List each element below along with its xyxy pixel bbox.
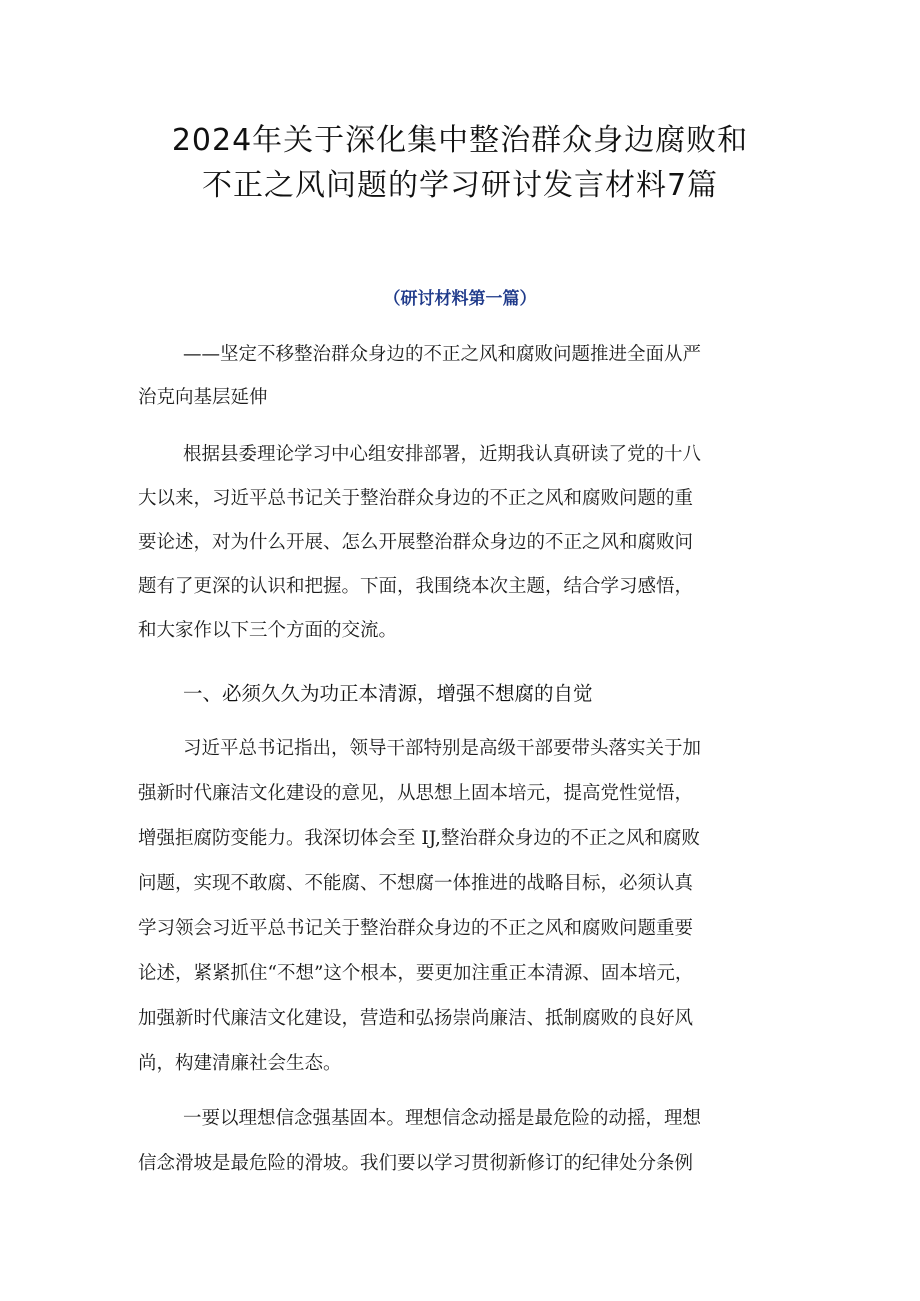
intro-line: 根据县委理论学习中心组安排部署，近期我认真研读了党的十八 bbox=[183, 444, 702, 465]
intro-line: 题有了更深的认识和把握。下面，我围绕本次主题，结合学习感悟， bbox=[138, 576, 694, 597]
body-line: 论述，紧紧抓住“不想”这个根本，要更加注重正本清源、固本培元， bbox=[138, 963, 694, 984]
intro-line: 大以来，习近平总书记关于整治群众身边的不正之风和腐败问题的重 bbox=[138, 488, 694, 509]
intro-line: 要论述，对为什么开展、怎么开展整治群众身边的不正之风和腐败问 bbox=[138, 532, 694, 553]
section-heading: 一、必须久久为功正本清源，增强不想腐的自觉 bbox=[183, 682, 593, 705]
body-line: 增强拒腐防变能力。我深切体会至 IJ,整治群众身边的不正之风和腐败 bbox=[138, 828, 700, 849]
body-line: 习近平总书记指出，领导干部特别是高级干部要带头落实关于加 bbox=[183, 738, 702, 759]
body-line: 强新时代廉洁文化建设的意见，从思想上固本培元，提高党性觉悟， bbox=[138, 783, 694, 804]
body-line: 加强新时代廉洁文化建设，营造和弘扬崇尚廉洁、抵制腐败的良好风 bbox=[138, 1008, 694, 1029]
theme-line-1: ——坚定不移整治群众身边的不正之风和腐败问题推进全面从严 bbox=[183, 344, 702, 365]
body-line: 问题，实现不敢腐、不能腐、不想腐一体推进的战略目标，必须认真 bbox=[138, 873, 694, 894]
body-line: 一要以理想信念强基固本。理想信念动摇是最危险的动摇，理想 bbox=[183, 1108, 702, 1129]
document-title-line-1: 2024年关于深化集中整治群众身边腐败和 bbox=[171, 123, 749, 158]
intro-line: 和大家作以下三个方面的交流。 bbox=[138, 620, 398, 641]
body-line: 尚，构建清廉社会生态。 bbox=[138, 1053, 342, 1074]
body-line: 学习领会习近平总书记关于整治群众身边的不正之风和腐败问题重要 bbox=[138, 918, 694, 939]
section-subtitle: （研讨材料第一篇） bbox=[383, 289, 537, 309]
theme-line-2: 治克向基层延伸 bbox=[138, 387, 268, 408]
body-line: 信念滑坡是最危险的滑坡。我们要以学习贯彻新修订的纪律处分条例 bbox=[138, 1153, 694, 1174]
document-title-line-2: 不正之风问题的学习研讨发言材料7篇 bbox=[201, 168, 719, 203]
